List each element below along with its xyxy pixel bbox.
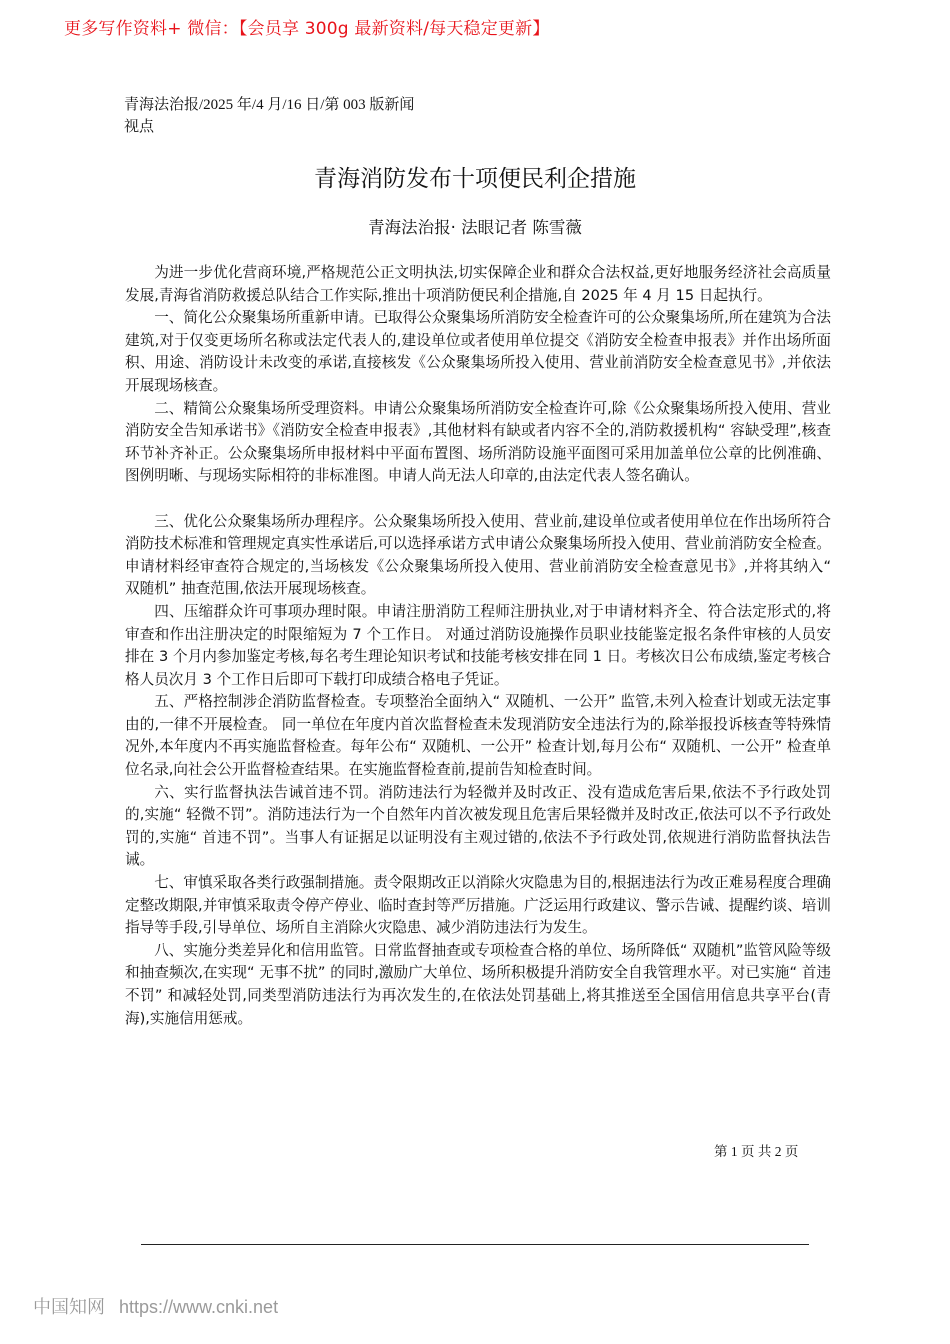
paragraph-measure-2: 二、精简公众聚集场所受理资料。申请公众聚集场所消防安全检查许可,除《公众聚集场所投入使用、营业消防安全告知承诺书》《消防安全检查申报表》,其他材料有缺或者内容不全的,消防救援机构“ 容缺受理”,核查环节补齐补正。公众聚集场所申报材料中平面布置图、场所消防设施平面图可采用加盖单位公章的比例准确、图例明晰、与现场实际相符的非标准图。申请人尚无法人印章的,由法定代表人签名确认。 xyxy=(125,399,831,485)
article-title: 青海消防发布十项便民利企措施 xyxy=(314,166,636,192)
source-line: 青海法治报/2025 年/4 月/16 日/第 003 版新闻视点 xyxy=(124,97,415,135)
page-number: 第 1 页 共 2 页 xyxy=(714,1144,799,1159)
footer-divider xyxy=(141,1244,809,1245)
paragraph-measure-5: 五、严格控制涉企消防监督检查。专项整治全面纳入“ 双随机、一公开” 监管,未列入检查计划或无法定事由的,一律不开展检查。 同一单位在年度内首次监督检查未发现消防安全违法行为的,除举报投诉核查等特殊情况外,本年度内不再实施监督检查。每年公布“ 双随机、一公开” 检查计划,每月公布“ 双随机、一公开” 检查单位名录,向社会公开监督检查结果。在实施监督检查前,提前告知检查时间。 xyxy=(125,693,831,779)
paragraph-measure-6: 六、实行监督执法告诫首违不罚。消防违法行为轻微并及时改正、没有造成危害后果,依法不予行政处罚的,实施“ 轻微不罚”。消防违法行为一个自然年内首次被发现且危害后果轻微并及时改正,依法可以不予行政处罚的,实施“ 首违不罚”。当事人有证据足以证明没有主观过错的,依法不予行政处罚,依规进行消防监督执法告诫。 xyxy=(125,783,831,869)
promo-banner: 更多写作资料+ 微信：【会员享 300g 最新资料/每天稳定更新】 xyxy=(64,19,550,39)
paragraph-intro: 为进一步优化营商环境,严格规范公正文明执法,切实保障企业和群众合法权益,更好地服务经济社会高质量发展,青海省消防救援总队结合工作实际,推出十项消防便民利企措施,自 2025 年 4 月 15 日起执行。 xyxy=(125,264,831,304)
paragraph-measure-1: 一、简化公众聚集场所重新申请。已取得公众聚集场所消防安全检查许可的公众聚集场所,所在建筑为合法建筑,对于仅变更场所名称或法定代表人的,建设单位或者使用单位提交《消防安全检查申报表》并作出场所面积、用途、消防设计未改变的承诺,直接核发《公众聚集场所投入使用、营业前消防安全检查意见书》,并依法开展现场核查。 xyxy=(125,309,831,394)
watermark-name: 中国知网 xyxy=(33,1297,105,1317)
cnki-watermark xyxy=(33,1293,278,1319)
paragraph-measure-3: 三、优化公众聚集场所办理程序。公众聚集场所投入使用、营业前,建设单位或者使用单位在作出场所符合消防技术标准和管理规定真实性承诺后,可以选择承诺方式申请公众聚集场所投入使用、营业前消防安全检查。申请材料经审查符合规定的,当场核发《公众聚集场所投入使用、营业前消防安全检查意见书》,并将其纳入“ 双随机” 抽查范围,依法开展现场核查。 xyxy=(125,512,831,598)
paragraph-measure-7: 七、审慎采取各类行政强制措施。责令限期改正以消除火灾隐患为目的,根据违法行为改正难易程度合理确定整改期限,并审慎采取责令停产停业、临时查封等严厉措施。广泛运用行政建议、警示告诫、提醒约谈、培训指导等手段,引导单位、场所自主消除火灾隐患、减少消防违法行为发生。 xyxy=(125,874,831,937)
article-body xyxy=(125,262,831,1030)
paragraph-measure-4: 四、压缩群众许可事项办理时限。申请注册消防工程师注册执业,对于申请材料齐全、符合法定形式的,将审查和作出注册决定的时限缩短为 7 个工作日。 对通过消防设施操作员职业技能鉴定报名条件审核的人员安排在 3 个月内参加鉴定考核,每名考生理论知识考试和技能考核安排在同 1 日。考核次日公布成绩,鉴定考核合格人员次月 3 个工作日后即可下载打印成绩合格电子凭证。 xyxy=(125,602,831,688)
article-byline: 青海法治报· 法眼记者 陈雪薇 xyxy=(368,218,582,237)
paragraph-measure-8: 八、实施分类差异化和信用监管。日常监督抽查或专项检查合格的单位、场所降低“ 双随机”监管风险等级和抽查频次,在实现“ 无事不扰” 的同时,激励广大单位、场所积极提升消防安全自我管理水平。对已实施“ 首违不罚” 和减轻处罚,同类型消防违法行为再次发生的,在依法处罚基础上,将其推送至全国信用信息共享平台(青海),实施信用惩戒。 xyxy=(125,941,831,1027)
watermark-url[interactable]: https://www.cnki.net xyxy=(119,1297,279,1317)
